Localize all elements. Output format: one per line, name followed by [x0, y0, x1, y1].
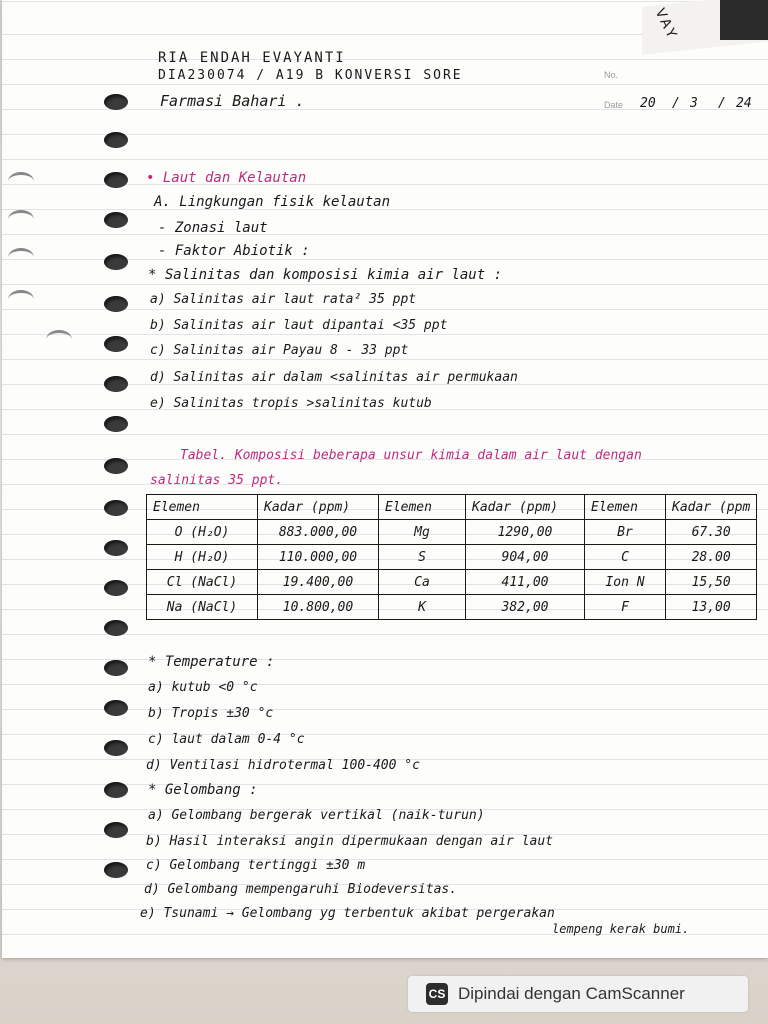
gelombang-item-a: a) Gelombang bergerak vertikal (naik-turun) [148, 808, 485, 823]
date-label: Date [604, 100, 624, 110]
table-row [147, 570, 757, 595]
table-row [147, 595, 757, 620]
table-cell: S [379, 545, 466, 570]
student-id-line: DIA230074 / A19 B KONVERSI SORE [158, 68, 463, 83]
temperature-item-d: d) Ventilasi hidrotermal 100-400 °c [146, 758, 420, 773]
gelombang-item-b: b) Hasil interaksi angin dipermukaan dengan air laut [146, 834, 553, 849]
col-header: Elemen [147, 495, 258, 520]
student-name: RIA ENDAH EVAYANTI [158, 50, 346, 66]
faktor-line: - Faktor Abiotik : [158, 243, 310, 259]
table-header-row [147, 495, 757, 520]
date-month: 3 [690, 96, 698, 111]
salinitas-title: * Salinitas dan komposisi kimia air laut : [148, 267, 503, 283]
salinitas-item-a: a) Salinitas air laut rata² 35 ppt [150, 292, 417, 307]
temperature-item-b: b) Tropis ±30 °c [148, 706, 274, 721]
punch-hole [104, 416, 128, 432]
salinitas-item-e: e) Salinitas tropis >salinitas kutub [150, 396, 432, 411]
punch-hole [104, 376, 128, 392]
salinitas-item-c: c) Salinitas air Payau 8 - 33 ppt [150, 343, 409, 358]
punch-hole [104, 540, 128, 556]
table-cell: C [585, 545, 666, 570]
salinitas-item-d: d) Salinitas air dalam <salinitas air permukaan [150, 370, 518, 385]
punch-hole [104, 172, 128, 188]
punch-hole [104, 500, 128, 516]
temperature-item-a: a) kutub <0 °c [148, 680, 258, 695]
punch-hole [104, 94, 128, 110]
gelombang-item-c: c) Gelombang tertinggi ±30 m [146, 858, 366, 873]
table-cell: Na (NaCl) [147, 595, 258, 620]
col-header: Kadar (ppm) [466, 495, 585, 520]
camscanner-badge-text: Dipindai dengan CamScanner [458, 984, 685, 1003]
punch-hole [104, 700, 128, 716]
table-cell: 904,00 [466, 545, 585, 570]
subject-title: Farmasi Bahari . [160, 92, 305, 110]
col-header: Elemen [585, 495, 666, 520]
gelombang-item-e-line-2: lempeng kerak bumi. [552, 922, 690, 936]
punch-hole [104, 740, 128, 756]
punch-hole [104, 862, 128, 878]
table-title-line-1: Tabel. Komposisi beberapa unsur kimia dalam air laut dengan [180, 448, 642, 463]
table-cell: 10.800,00 [258, 595, 379, 620]
notes-heading: • Laut dan Kelautan [146, 170, 307, 186]
col-header: Kadar (ppm) [258, 495, 379, 520]
zonasi-line: - Zonasi laut [158, 220, 268, 236]
gelombang-title: * Gelombang : [148, 782, 258, 798]
camscanner-badge [408, 976, 748, 1012]
table-cell: 1290,00 [466, 520, 585, 545]
table-cell: 110.000,00 [258, 545, 379, 570]
col-header: Elemen [379, 495, 466, 520]
table-cell: 13,00 [666, 595, 757, 620]
punch-hole [104, 580, 128, 596]
no-label: No. [604, 70, 619, 80]
spiral-ring [8, 210, 34, 229]
table-cell: Ca [379, 570, 466, 595]
table-cell: O (H₂O) [147, 520, 258, 545]
table-cell: 883.000,00 [258, 520, 379, 545]
date-day: 20 [640, 96, 656, 111]
punch-hole [104, 336, 128, 352]
table-cell: Br [585, 520, 666, 545]
gelombang-item-e-line-1: e) Tsunami → Gelombang yg terbentuk akibat pergerakan [140, 906, 555, 921]
date-year: 24 [736, 96, 752, 111]
corner-scrap-text: VAY [650, 6, 681, 44]
punch-hole [104, 296, 128, 312]
date-sep-2: / [718, 96, 726, 111]
punch-hole [104, 660, 128, 676]
punch-hole [104, 212, 128, 228]
table-cell: H (H₂O) [147, 545, 258, 570]
table-title-line-2: salinitas 35 ppt. [150, 473, 284, 488]
table-cell: 411,00 [466, 570, 585, 595]
table-cell: 28.00 [666, 545, 757, 570]
section-a-title: A. Lingkungan fisik kelautan [154, 194, 391, 210]
punch-hole [104, 620, 128, 636]
composition-table [146, 494, 757, 620]
table-cell: Ion N [585, 570, 666, 595]
table-cell: Mg [379, 520, 466, 545]
punch-hole [104, 254, 128, 270]
punch-hole [104, 458, 128, 474]
temperature-item-c: c) laut dalam 0-4 °c [148, 732, 305, 747]
table-cell: 15,50 [666, 570, 757, 595]
spiral-ring [8, 290, 34, 309]
table-cell: F [585, 595, 666, 620]
table-cell: 67.30 [666, 520, 757, 545]
table-cell: 19.400,00 [258, 570, 379, 595]
temperature-title: * Temperature : [148, 654, 275, 670]
table-cell: K [379, 595, 466, 620]
camscanner-logo-icon: CS [426, 983, 448, 1005]
spiral-ring [8, 248, 34, 267]
salinitas-item-b: b) Salinitas air laut dipantai <35 ppt [150, 318, 448, 333]
spiral-ring [46, 330, 72, 349]
punch-hole [104, 132, 128, 148]
table-cell: Cl (NaCl) [147, 570, 258, 595]
punch-hole [104, 782, 128, 798]
date-sep-1: / [672, 96, 680, 111]
table-cell: 382,00 [466, 595, 585, 620]
table-row [147, 545, 757, 570]
gelombang-item-d: d) Gelombang mempengaruhi Biodeversitas. [144, 882, 458, 897]
table-row [147, 520, 757, 545]
spiral-ring [8, 172, 34, 191]
col-header: Kadar (ppm [666, 495, 757, 520]
punch-hole [104, 822, 128, 838]
